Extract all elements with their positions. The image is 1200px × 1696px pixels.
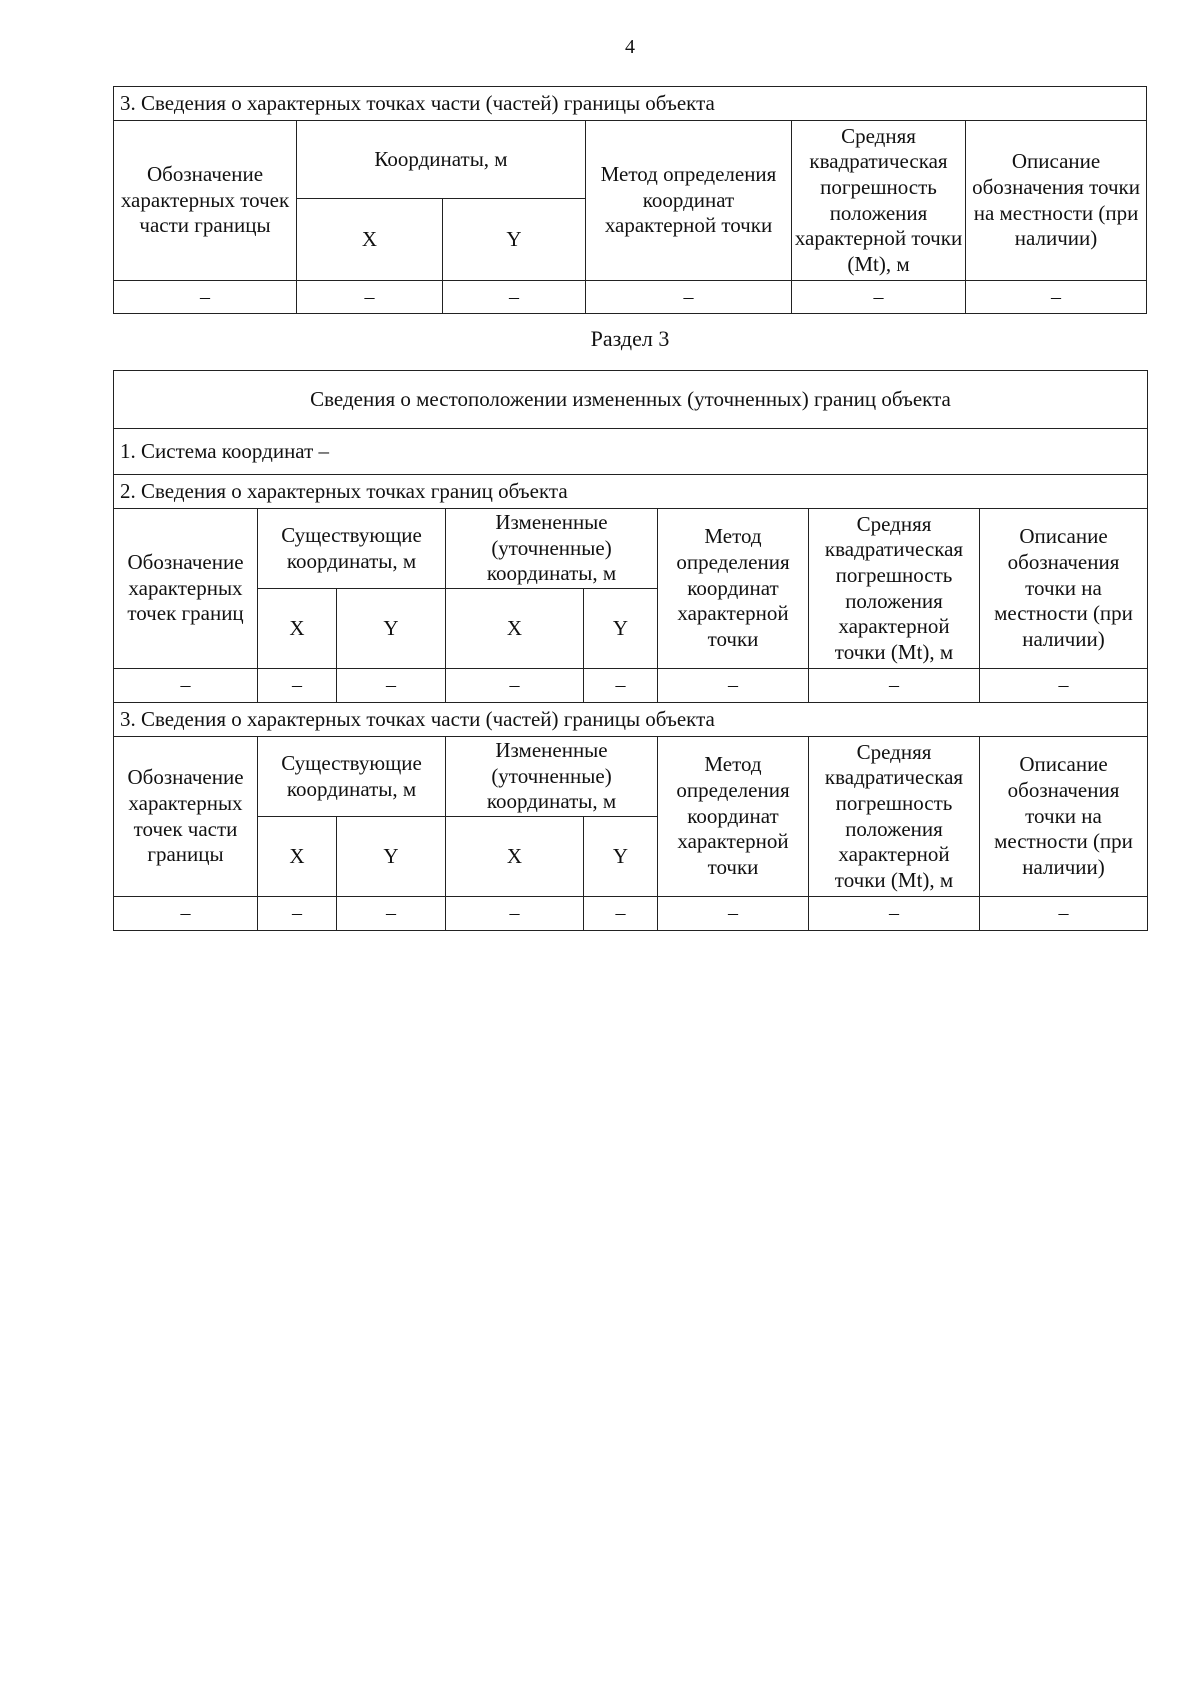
header-y-changed: Y (584, 817, 658, 897)
header-error: Средняя квадратическая погрешность положения характерной точки (Mt), м (809, 509, 980, 669)
table-row (114, 281, 1147, 314)
header-method: Метод определения координат характерной точки (658, 509, 809, 669)
header-existing-coordinates: Существующие координаты, м (258, 509, 446, 589)
table-cell: – (586, 281, 792, 314)
header-designation: Обозначение характерных точек границ (114, 509, 258, 669)
section3-title: Сведения о местоположении измененных (уточненных) границ объекта (114, 371, 1148, 429)
header-description: Описание обозначения точки на местности (при наличии) (966, 121, 1147, 281)
header-existing-coordinates: Существующие координаты, м (258, 737, 446, 817)
table-cell: – (114, 897, 258, 931)
header-method: Метод определения координат характерной точки (586, 121, 792, 281)
header-x: X (297, 199, 443, 281)
table-cell: – (337, 897, 446, 931)
table-cell: – (258, 897, 337, 931)
table-cell: – (114, 669, 258, 703)
header-x-changed: X (446, 817, 584, 897)
table-cell: – (980, 897, 1148, 931)
table-cell: – (980, 669, 1148, 703)
header-designation: Обозначение характерных точек части границы (114, 737, 258, 897)
header-y-existing: Y (337, 817, 446, 897)
table-cell: – (584, 897, 658, 931)
header-description: Описание обозначения точки на местности (при наличии) (980, 509, 1148, 669)
header-y: Y (443, 199, 586, 281)
table-title: 3. Сведения о характерных точках части (частей) границы объекта (114, 87, 1147, 121)
header-error: Средняя квадратическая погрешность положения характерной точки (Mt), м (792, 121, 966, 281)
header-changed-coordinates: Измененные (уточненные) координаты, м (446, 737, 658, 817)
table-cell: – (658, 669, 809, 703)
header-changed-coordinates: Измененные (уточненные) координаты, м (446, 509, 658, 589)
table-cell: – (446, 897, 584, 931)
header-x-changed: X (446, 589, 584, 669)
table-row (114, 669, 1148, 703)
header-x-existing: X (258, 589, 337, 669)
page-number: 4 (625, 36, 635, 58)
header-method: Метод определения координат характерной точки (658, 737, 809, 897)
header-description: Описание обозначения точки на местности (при наличии) (980, 737, 1148, 897)
coordinate-system: 1. Система координат – (114, 429, 1148, 475)
parts-points-table-top (113, 86, 1147, 314)
table-cell: – (792, 281, 966, 314)
table-cell: – (446, 669, 584, 703)
table-cell: – (584, 669, 658, 703)
table-cell: – (809, 669, 980, 703)
header-designation: Обозначение характерных точек части границы (114, 121, 297, 281)
table-cell: – (443, 281, 586, 314)
header-y-changed: Y (584, 589, 658, 669)
section-heading: Раздел 3 (590, 326, 670, 351)
header-coordinates: Координаты, м (297, 121, 586, 199)
header-y-existing: Y (337, 589, 446, 669)
table-cell: – (114, 281, 297, 314)
table-cell: – (258, 669, 337, 703)
table-cell: – (809, 897, 980, 931)
table-cell: – (658, 897, 809, 931)
header-error: Средняя квадратическая погрешность положения характерной точки (Mt), м (809, 737, 980, 897)
section3-table (113, 370, 1148, 931)
table-cell: – (337, 669, 446, 703)
part2-title: 2. Сведения о характерных точках границ объекта (114, 475, 1148, 509)
header-x-existing: X (258, 817, 337, 897)
part3-title: 3. Сведения о характерных точках части (частей) границы объекта (114, 703, 1148, 737)
table-row (114, 897, 1148, 931)
table-cell: – (966, 281, 1147, 314)
table-cell: – (297, 281, 443, 314)
